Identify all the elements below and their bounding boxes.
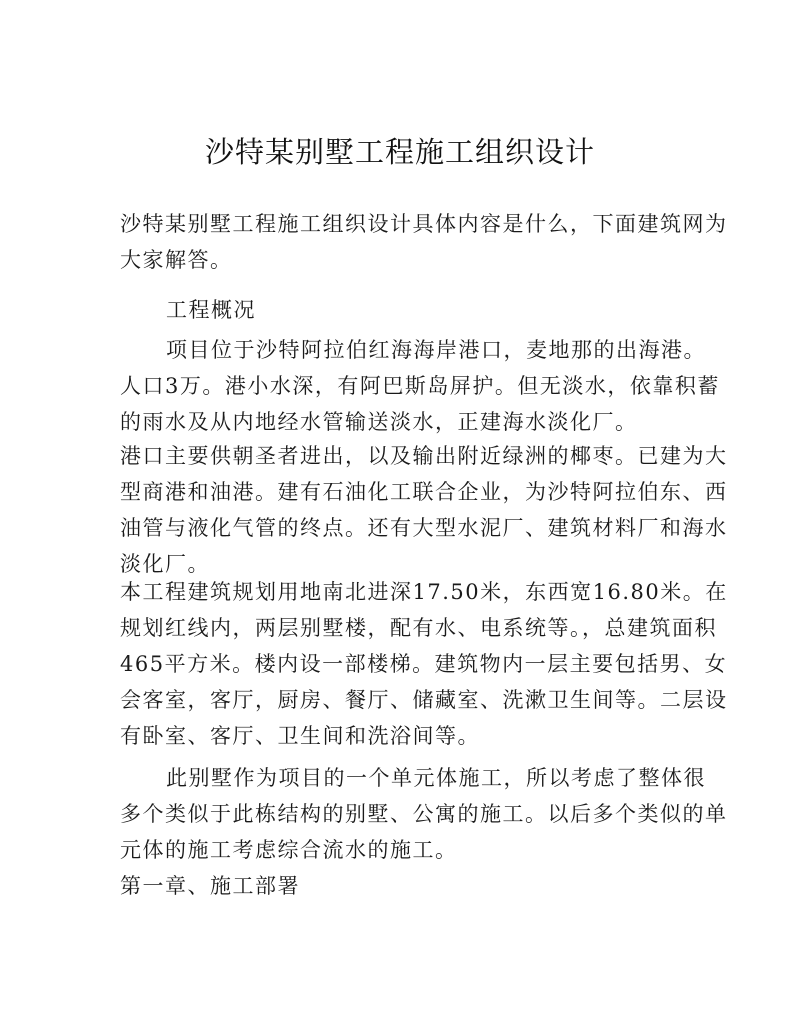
- overview-paragraph: [120, 332, 720, 440]
- section-heading-overview: 工程概况: [166, 298, 256, 322]
- unit-line: 此别墅作为项目的一个单元体施工，所以考虑了整体很: [166, 766, 706, 790]
- port-line: 油管与液化气管的终点。还有大型水泥厂、建筑材料厂和海水: [120, 516, 728, 540]
- building-line: 会客室，客厅，厨房、餐厅、储藏室、洗漱卫生间等。二层设: [120, 688, 728, 712]
- document-title: 沙特某别墅工程施工组织设计: [204, 135, 595, 169]
- overview-heading-block: [120, 292, 690, 328]
- overview-line: 的雨水及从内地经水管输送淡水，正建海水淡化厂。: [120, 410, 638, 434]
- building-line: 本工程建筑规划用地南北进深17.50米，东西宽16.80米。在: [120, 580, 728, 604]
- intro-line: 沙特某别墅工程施工组织设计具体内容是什么，下面建筑网为: [120, 212, 728, 236]
- unit-paragraph: [120, 760, 728, 868]
- chapter-heading-block: [120, 868, 690, 904]
- unit-line: 元体的施工考虑综合流水的施工。: [120, 838, 458, 862]
- unit-line: 多个类似于此栋结构的别墅、公寓的施工。以后多个类似的单: [120, 802, 728, 826]
- port-line: 港口主要供朝圣者进出，以及输出附近绿洲的椰枣。已建为大: [120, 444, 728, 468]
- building-line: 有卧室、客厅、卫生间和洗浴间等。: [120, 724, 480, 748]
- chapter-one-heading: 第一章、施工部署: [120, 874, 300, 898]
- overview-line: 项目位于沙特阿拉伯红海海岸港口，麦地那的出海港。: [166, 338, 706, 362]
- building-paragraph: [120, 574, 728, 754]
- intro-line: 大家解答。: [120, 248, 233, 272]
- building-line: 规划红线内，两层别墅楼，配有水、电系统等。，总建筑面积: [120, 616, 717, 640]
- overview-line: 人口3万。港小水深，有阿巴斯岛屏护。但无淡水，依靠积蓄: [120, 374, 720, 398]
- port-paragraph: [120, 438, 728, 582]
- port-line: 淡化厂。: [120, 552, 210, 576]
- port-line: 型商港和油港。建有石油化工联合企业，为沙特阿拉伯东、西: [120, 480, 728, 504]
- intro-paragraph: [120, 206, 728, 278]
- building-line: 465平方米。楼内设一部楼梯。建筑物内一层主要包括男、女: [120, 652, 728, 676]
